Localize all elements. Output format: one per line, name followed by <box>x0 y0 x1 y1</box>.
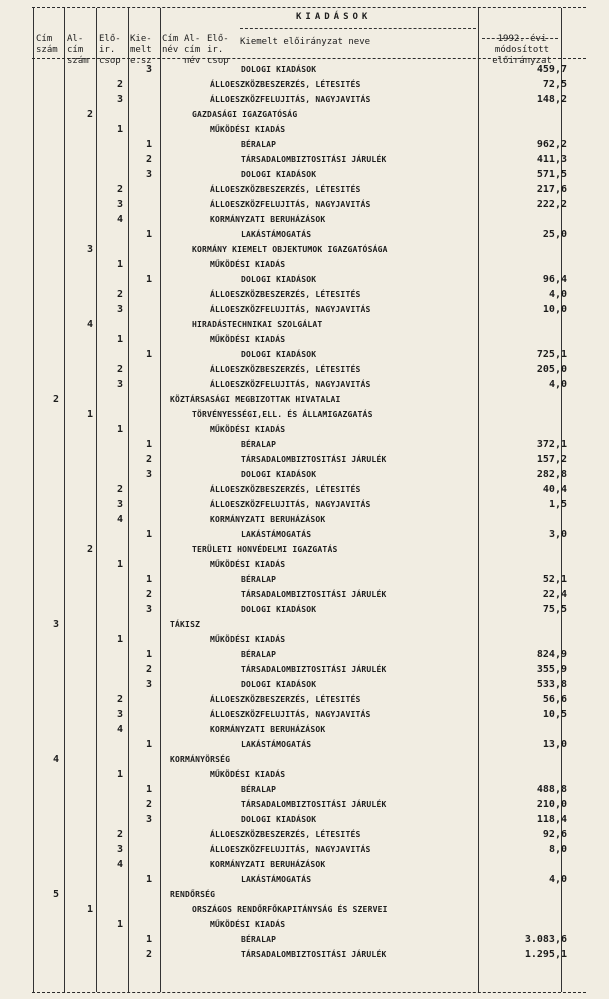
table-row <box>0 259 609 274</box>
table-row <box>0 124 609 139</box>
amount-value: 533,8 <box>536 679 567 690</box>
kiemelt-number: 3 <box>146 604 153 615</box>
kiemelt-number: 3 <box>146 64 153 75</box>
table-row <box>0 184 609 199</box>
item-name: DOLOGI KIADÁSOK <box>241 680 317 689</box>
amount-value: 488,8 <box>536 784 567 795</box>
item-name: ÁLLOESZKÖZBESZERZÉS, LÉTESITÉS <box>210 185 361 194</box>
amount-value: 282,8 <box>536 469 567 480</box>
header-eloircsop: Elő- ir. csop <box>207 34 229 66</box>
item-name: TÁKISZ <box>170 620 201 629</box>
amount-value: 372,1 <box>536 439 567 450</box>
eloir-number: 1 <box>117 769 124 780</box>
kiemelt-number: 3 <box>146 469 153 480</box>
item-name: ÁLLOESZKÖZBESZERZÉS, LÉTESITÉS <box>210 485 361 494</box>
header-name-col: Kiemelt előirányzat neve <box>240 37 371 47</box>
item-name: LAKÁSTÁMOGATÁS <box>241 740 312 749</box>
amount-value: 56,6 <box>542 694 567 705</box>
kiemelt-number: 2 <box>146 154 153 165</box>
header-cim: Cím szám <box>36 34 58 55</box>
item-name: KÖZTÁRSASÁGI MEGBIZOTTAK HIVATALAI <box>170 395 341 404</box>
amount-value: 355,9 <box>536 664 567 675</box>
table-row <box>0 499 609 514</box>
eloir-number: 2 <box>117 829 124 840</box>
table-row <box>0 799 609 814</box>
item-name: ÁLLOESZKÖZBESZERZÉS, LÉTESITÉS <box>210 290 361 299</box>
eloir-number: 1 <box>117 634 124 645</box>
bottom-dashed-rule <box>32 992 586 993</box>
cim-number: 3 <box>53 619 60 630</box>
table-row <box>0 229 609 244</box>
item-name: MŰKÖDÉSI KIADÁS <box>210 125 286 134</box>
table-row <box>0 154 609 169</box>
kiemelt-number: 1 <box>146 274 153 285</box>
item-name: KORMÁNYZATI BERUHÁZÁSOK <box>210 860 326 869</box>
table-row <box>0 319 609 334</box>
table-row <box>0 619 609 634</box>
amount-value: 118,4 <box>536 814 567 825</box>
amount-value: 148,2 <box>536 94 567 105</box>
header-alcim: Al- cím szám <box>67 34 89 66</box>
amount-value: 25,0 <box>542 229 567 240</box>
amount-value: 40,4 <box>542 484 567 495</box>
header-bottom-rule <box>32 58 586 59</box>
amount-value: 217,6 <box>536 184 567 195</box>
alcim-number: 1 <box>87 409 94 420</box>
kiemelt-number: 3 <box>146 679 153 690</box>
item-name: KORMÁNYZATI BERUHÁZÁSOK <box>210 725 326 734</box>
table-row <box>0 379 609 394</box>
item-name: KORMÁNYZATI BERUHÁZÁSOK <box>210 215 326 224</box>
eloir-number: 3 <box>117 499 124 510</box>
item-name: RENDŐRSÉG <box>170 890 216 899</box>
table-row <box>0 829 609 844</box>
kiemelt-number: 2 <box>146 664 153 675</box>
table-row <box>0 514 609 529</box>
kiemelt-number: 2 <box>146 589 153 600</box>
kiemelt-number: 1 <box>146 529 153 540</box>
amount-value: 8,0 <box>548 844 567 855</box>
table-row <box>0 844 609 859</box>
item-name: TÁRSADALOMBIZTOSITÁSI JÁRULÉK <box>241 455 387 464</box>
eloir-number: 1 <box>117 424 124 435</box>
table-row <box>0 664 609 679</box>
kiemelt-number: 1 <box>146 439 153 450</box>
eloir-number: 1 <box>117 559 124 570</box>
amount-value: 459,7 <box>536 64 567 75</box>
eloir-number: 1 <box>117 259 124 270</box>
item-name: ÁLLOESZKÖZBESZERZÉS, LÉTESITÉS <box>210 365 361 374</box>
header-amount: 1992. évi módosított előirányzat <box>492 34 552 66</box>
table-row <box>0 814 609 829</box>
table-row <box>0 679 609 694</box>
item-name: MŰKÖDÉSI KIADÁS <box>210 560 286 569</box>
table-row <box>0 709 609 724</box>
kiemelt-number: 1 <box>146 784 153 795</box>
amount-value: 92,6 <box>542 829 567 840</box>
table-row <box>0 889 609 904</box>
table-row <box>0 874 609 889</box>
alcim-number: 3 <box>87 244 94 255</box>
amount-value: 22,4 <box>542 589 567 600</box>
amount-value: 725,1 <box>536 349 567 360</box>
item-name: DOLOGI KIADÁSOK <box>241 350 317 359</box>
item-name: BÉRALAP <box>241 650 277 659</box>
item-name: MŰKÖDÉSI KIADÁS <box>210 920 286 929</box>
eloir-number: 3 <box>117 709 124 720</box>
cim-number: 5 <box>53 889 60 900</box>
amount-value: 824,9 <box>536 649 567 660</box>
kiemelt-number: 1 <box>146 574 153 585</box>
table-row <box>0 589 609 604</box>
table-row <box>0 919 609 934</box>
eloir-number: 4 <box>117 859 124 870</box>
cim-number: 4 <box>53 754 60 765</box>
amount-value: 3.083,6 <box>524 934 567 945</box>
table-row <box>0 559 609 574</box>
table-row <box>0 634 609 649</box>
header-title: KIADÁSOK <box>296 12 372 22</box>
item-name: MŰKÖDÉSI KIADÁS <box>210 770 286 779</box>
amount-value: 962,2 <box>536 139 567 150</box>
amount-value: 4,0 <box>548 379 567 390</box>
item-name: LAKÁSTÁMOGATÁS <box>241 530 312 539</box>
table-row <box>0 274 609 289</box>
eloir-number: 1 <box>117 334 124 345</box>
table-row <box>0 214 609 229</box>
kiemelt-number: 2 <box>146 949 153 960</box>
item-name: KORMÁNY KIEMELT OBJEKTUMOK IGAZGATÓSÁGA <box>192 245 388 254</box>
table-row <box>0 484 609 499</box>
eloir-number: 2 <box>117 184 124 195</box>
table-row <box>0 139 609 154</box>
alcim-number: 4 <box>87 319 94 330</box>
item-name: TÁRSADALOMBIZTOSITÁSI JÁRULÉK <box>241 590 387 599</box>
item-name: ÁLLOESZKÖZBESZERZÉS, LÉTESITÉS <box>210 830 361 839</box>
item-name: DOLOGI KIADÁSOK <box>241 65 317 74</box>
kiemelt-number: 2 <box>146 799 153 810</box>
amount-value: 571,5 <box>536 169 567 180</box>
amount-value: 411,3 <box>536 154 567 165</box>
kiemelt-number: 3 <box>146 169 153 180</box>
table-row <box>0 304 609 319</box>
amount-value: 4,0 <box>548 289 567 300</box>
table-row <box>0 469 609 484</box>
table-row <box>0 169 609 184</box>
kiemelt-number: 1 <box>146 139 153 150</box>
eloir-number: 3 <box>117 199 124 210</box>
header-kiemelt: Kie- melt e.sz <box>130 34 152 66</box>
table-row <box>0 439 609 454</box>
eloir-number: 4 <box>117 514 124 525</box>
alcim-number: 2 <box>87 109 94 120</box>
top-dashed-rule <box>32 7 586 8</box>
item-name: ÁLLOESZKÖZFELUJITÁS, NAGYJAVITÁS <box>210 710 371 719</box>
table-row <box>0 244 609 259</box>
table-row <box>0 79 609 94</box>
amount-value: 13,0 <box>542 739 567 750</box>
header-title-dashes <box>240 28 476 29</box>
eloir-number: 4 <box>117 214 124 225</box>
table-row <box>0 199 609 214</box>
table-row <box>0 109 609 124</box>
item-name: KORMÁNYÖRSÉG <box>170 755 231 764</box>
kiemelt-number: 1 <box>146 874 153 885</box>
item-name: ÁLLOESZKÖZBESZERZÉS, LÉTESITÉS <box>210 80 361 89</box>
item-name: TERÜLETI HONVÉDELMI IGAZGATÁS <box>192 545 338 554</box>
table-row <box>0 364 609 379</box>
eloir-number: 3 <box>117 94 124 105</box>
table-row <box>0 859 609 874</box>
table-row <box>0 529 609 544</box>
kiemelt-number: 1 <box>146 739 153 750</box>
amount-value: 75,5 <box>542 604 567 615</box>
table-row <box>0 604 609 619</box>
kiemelt-number: 2 <box>146 454 153 465</box>
table-row <box>0 934 609 949</box>
item-name: ÁLLOESZKÖZFELUJITÁS, NAGYJAVITÁS <box>210 845 371 854</box>
amount-value: 52,1 <box>542 574 567 585</box>
table-row <box>0 94 609 109</box>
table-row <box>0 394 609 409</box>
header-eloir: Elő- ir. csop <box>99 34 121 66</box>
item-name: MŰKÖDÉSI KIADÁS <box>210 260 286 269</box>
header-alcimnev: Al- cím név <box>184 34 201 66</box>
table-row <box>0 754 609 769</box>
amount-value: 3,0 <box>548 529 567 540</box>
table-row <box>0 544 609 559</box>
item-name: LAKÁSTÁMOGATÁS <box>241 230 312 239</box>
item-name: GAZDASÁGI IGAZGATÓSÁG <box>192 110 298 119</box>
amount-value: 210,0 <box>536 799 567 810</box>
amount-value: 205,0 <box>536 364 567 375</box>
item-name: DOLOGI KIADÁSOK <box>241 275 317 284</box>
eloir-number: 2 <box>117 289 124 300</box>
table-row <box>0 724 609 739</box>
amount-value: 1,5 <box>548 499 567 510</box>
kiemelt-number: 3 <box>146 814 153 825</box>
item-name: BÉRALAP <box>241 785 277 794</box>
kiemelt-number: 1 <box>146 934 153 945</box>
table-row <box>0 454 609 469</box>
amount-value: 10,5 <box>542 709 567 720</box>
item-name: MŰKÖDÉSI KIADÁS <box>210 425 286 434</box>
table-row <box>0 949 609 964</box>
amount-value: 72,5 <box>542 79 567 90</box>
table-row <box>0 64 609 79</box>
eloir-number: 3 <box>117 844 124 855</box>
table-row <box>0 409 609 424</box>
alcim-number: 2 <box>87 544 94 555</box>
eloir-number: 3 <box>117 304 124 315</box>
item-name: DOLOGI KIADÁSOK <box>241 470 317 479</box>
item-name: HIRADÁSTECHNIKAI SZOLGÁLAT <box>192 320 323 329</box>
amount-value: 1.295,1 <box>524 949 567 960</box>
table-row <box>0 424 609 439</box>
table-row <box>0 349 609 364</box>
eloir-number: 3 <box>117 379 124 390</box>
table-row <box>0 739 609 754</box>
amount-value: 157,2 <box>536 454 567 465</box>
item-name: BÉRALAP <box>241 440 277 449</box>
table-row <box>0 334 609 349</box>
eloir-number: 4 <box>117 724 124 735</box>
amount-value: 222,2 <box>536 199 567 210</box>
kiemelt-number: 1 <box>146 649 153 660</box>
amount-value: 4,0 <box>548 874 567 885</box>
table-row <box>0 289 609 304</box>
item-name: TÁRSADALOMBIZTOSITÁSI JÁRULÉK <box>241 155 387 164</box>
item-name: ÁLLOESZKÖZFELUJITÁS, NAGYJAVITÁS <box>210 380 371 389</box>
item-name: TÁRSADALOMBIZTOSITÁSI JÁRULÉK <box>241 950 387 959</box>
eloir-number: 2 <box>117 364 124 375</box>
kiemelt-number: 1 <box>146 229 153 240</box>
eloir-number: 2 <box>117 484 124 495</box>
kiemelt-number: 1 <box>146 349 153 360</box>
table-row <box>0 769 609 784</box>
item-name: ORSZÁGOS RENDŐRFŐKAPITÁNYSÁG ÉS SZERVEI <box>192 905 388 914</box>
item-name: TÁRSADALOMBIZTOSITÁSI JÁRULÉK <box>241 800 387 809</box>
eloir-number: 1 <box>117 124 124 135</box>
item-name: LAKÁSTÁMOGATÁS <box>241 875 312 884</box>
item-name: DOLOGI KIADÁSOK <box>241 605 317 614</box>
table-row <box>0 574 609 589</box>
item-name: MŰKÖDÉSI KIADÁS <box>210 635 286 644</box>
amount-value: 10,0 <box>542 304 567 315</box>
eloir-number: 1 <box>117 919 124 930</box>
item-name: ÁLLOESZKÖZFELUJITÁS, NAGYJAVITÁS <box>210 200 371 209</box>
amount-value: 96,4 <box>542 274 567 285</box>
item-name: ÁLLOESZKÖZFELUJITÁS, NAGYJAVITÁS <box>210 500 371 509</box>
table-row <box>0 784 609 799</box>
cim-number: 2 <box>53 394 60 405</box>
item-name: ÁLLOESZKÖZFELUJITÁS, NAGYJAVITÁS <box>210 95 371 104</box>
item-name: BÉRALAP <box>241 935 277 944</box>
item-name: BÉRALAP <box>241 140 277 149</box>
item-name: DOLOGI KIADÁSOK <box>241 815 317 824</box>
table-row <box>0 649 609 664</box>
item-name: ÁLLOESZKÖZFELUJITÁS, NAGYJAVITÁS <box>210 305 371 314</box>
header-amount-dashes <box>482 38 558 39</box>
header-cimnev: Cím név <box>162 34 179 55</box>
item-name: MŰKÖDÉSI KIADÁS <box>210 335 286 344</box>
table-row <box>0 904 609 919</box>
item-name: BÉRALAP <box>241 575 277 584</box>
item-name: TÖRVÉNYESSÉGI,ELL. ÉS ÁLLAMIGAZGATÁS <box>192 410 373 419</box>
item-name: ÁLLOESZKÖZBESZERZÉS, LÉTESITÉS <box>210 695 361 704</box>
eloir-number: 2 <box>117 694 124 705</box>
item-name: TÁRSADALOMBIZTOSITÁSI JÁRULÉK <box>241 665 387 674</box>
eloir-number: 2 <box>117 79 124 90</box>
alcim-number: 1 <box>87 904 94 915</box>
item-name: DOLOGI KIADÁSOK <box>241 170 317 179</box>
table-row <box>0 694 609 709</box>
item-name: KORMÁNYZATI BERUHÁZÁSOK <box>210 515 326 524</box>
